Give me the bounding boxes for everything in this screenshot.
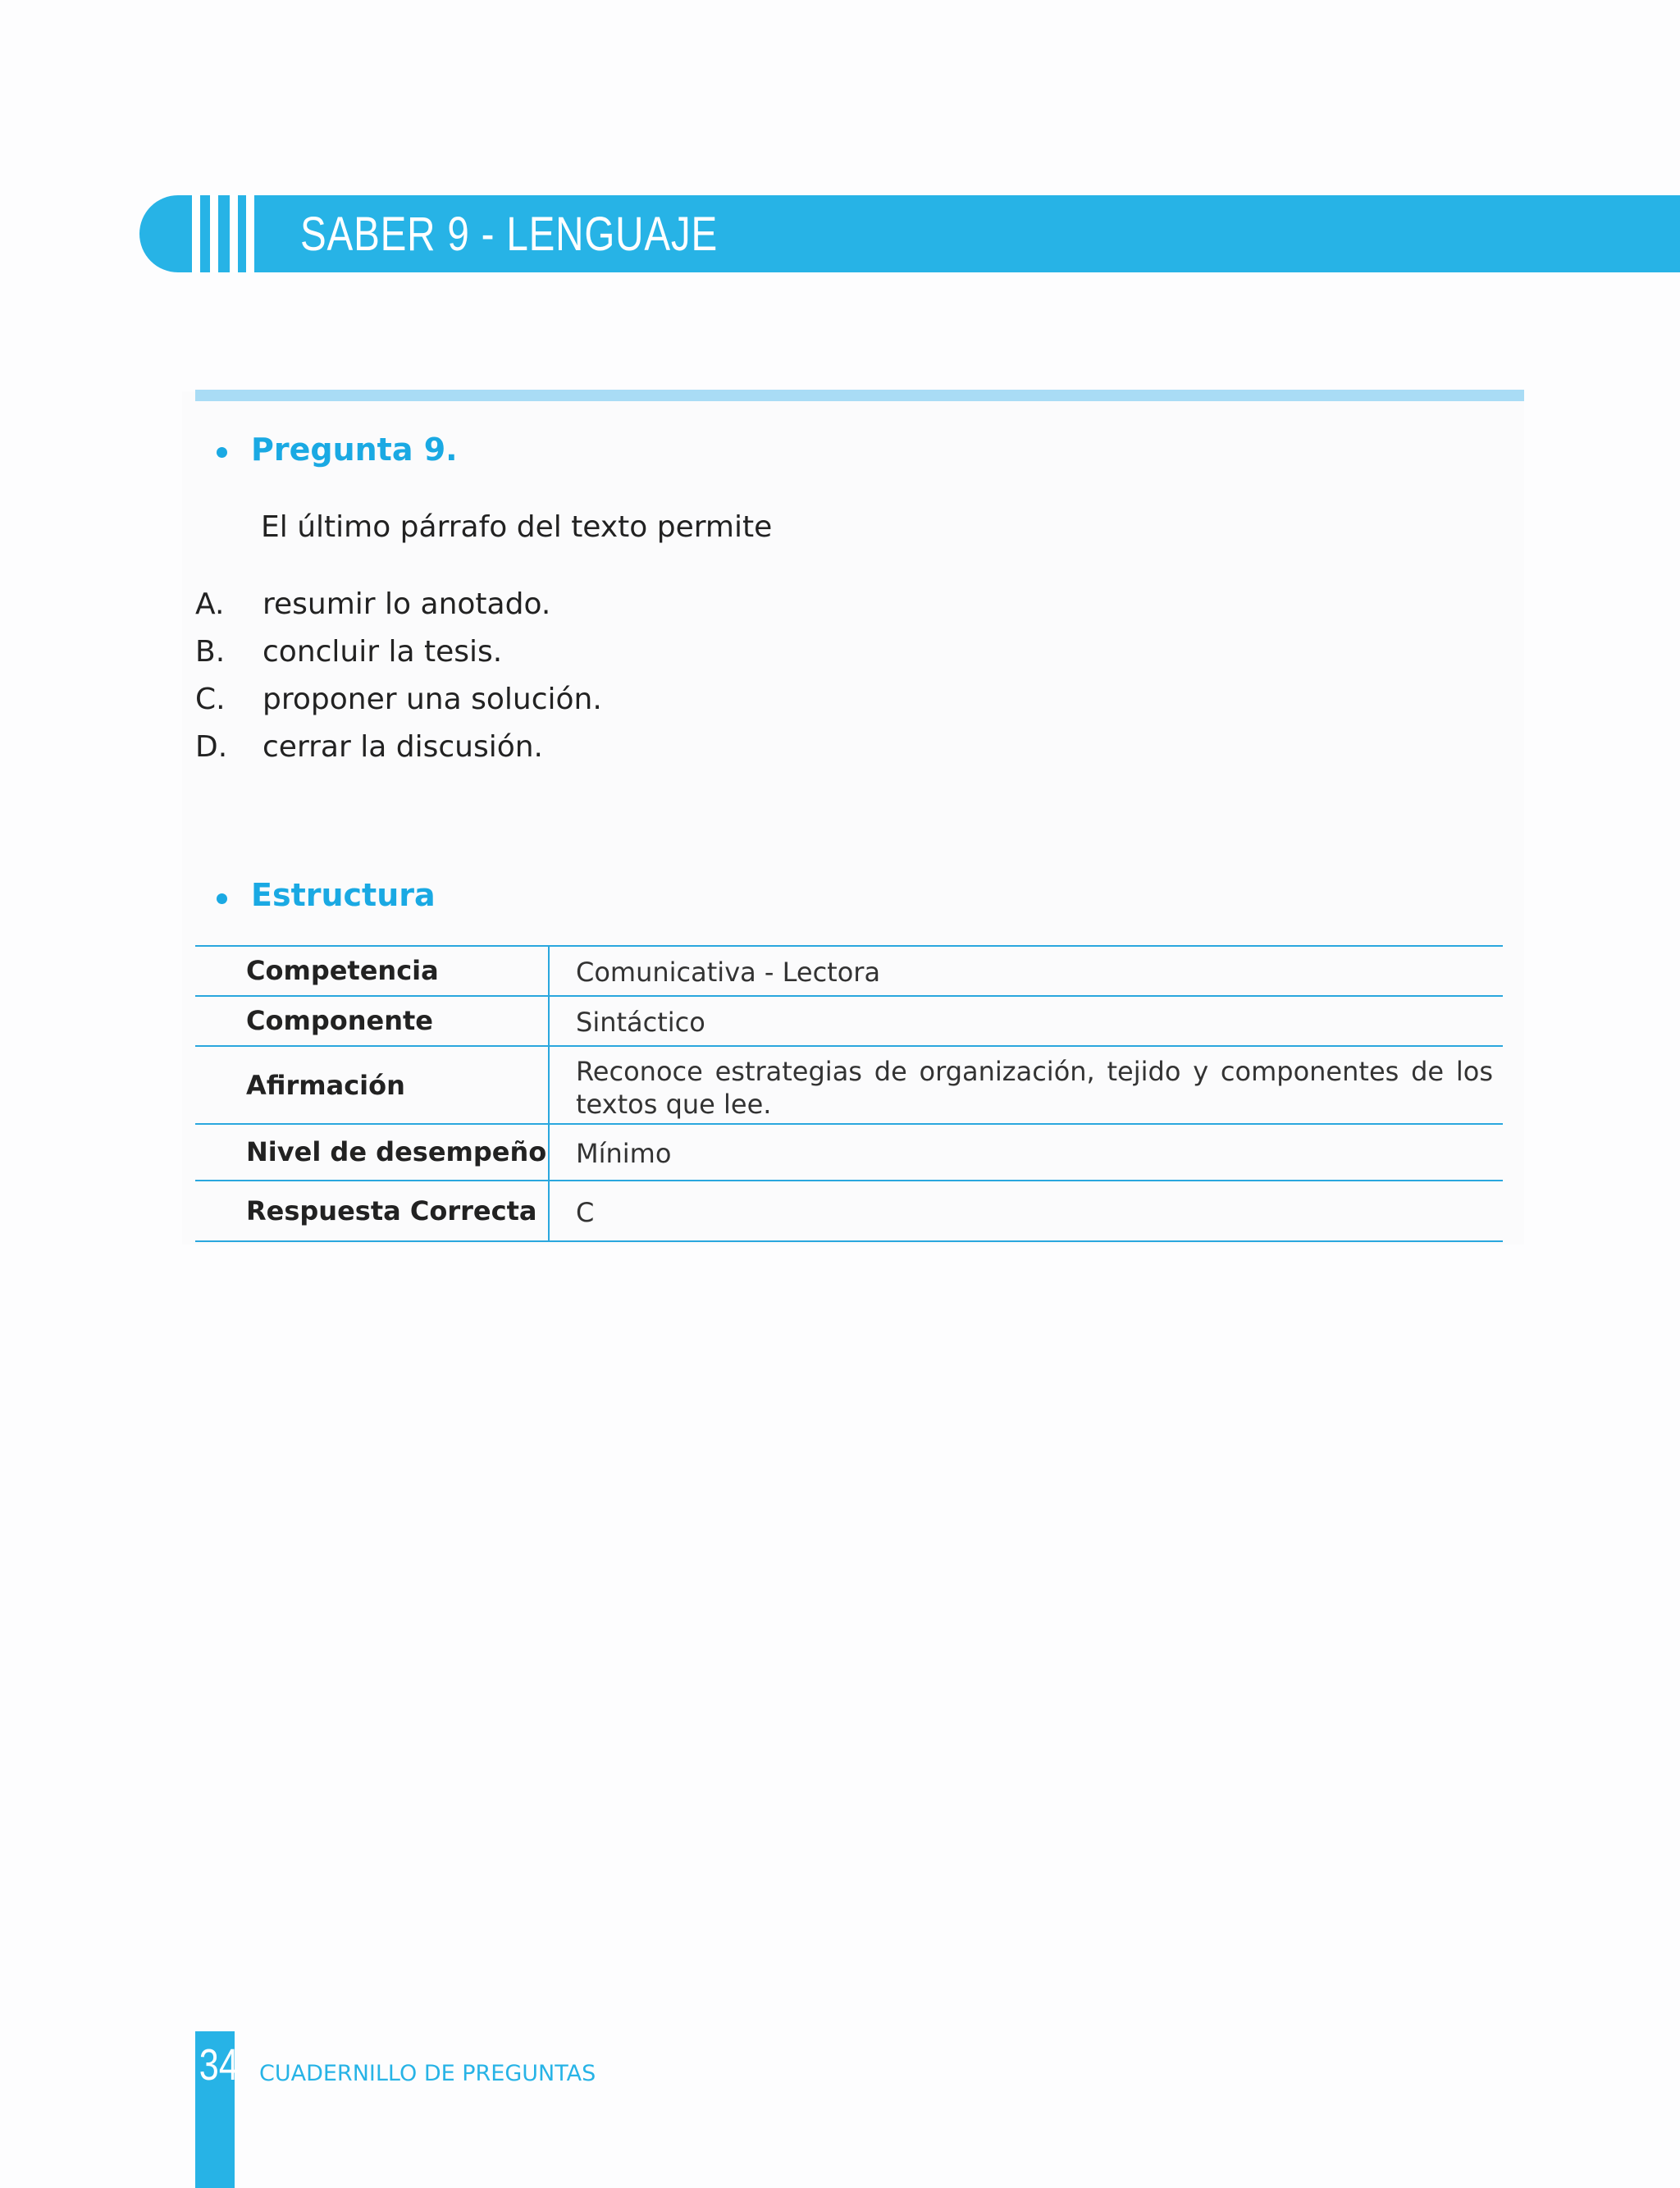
table-rule — [195, 1045, 1503, 1047]
structure-value: Reconoce estrategias de organización, tejido y componentes de los textos que lee. — [576, 1056, 1493, 1120]
table-column-divider — [548, 946, 550, 1241]
structure-value: C — [576, 1197, 595, 1228]
option-text: proponer una solución. — [262, 683, 602, 716]
table-rule — [195, 995, 1503, 997]
option-text: resumir lo anotado. — [262, 587, 551, 621]
structure-value: Comunicativa - Lectora — [576, 957, 881, 988]
bullet-icon — [217, 893, 227, 904]
structure-label: Respuesta Correcta — [246, 1195, 537, 1226]
structure-value: Sintáctico — [576, 1007, 705, 1038]
section-divider — [195, 390, 1524, 401]
footer-text: CUADERNILLO DE PREGUNTAS — [259, 2061, 596, 2086]
option-letter: B. — [195, 635, 226, 669]
header-stripe — [230, 195, 238, 272]
option-text: concluir la tesis. — [262, 635, 503, 669]
question-heading: Pregunta 9. — [251, 432, 458, 468]
question-stem: El último párrafo del texto permite — [261, 510, 773, 544]
header-stripe — [192, 195, 200, 272]
option-letter: C. — [195, 683, 226, 716]
header-stripe — [246, 195, 254, 272]
structure-heading: Estructura — [251, 877, 436, 913]
bullet-icon — [217, 447, 227, 458]
structure-label: Nivel de desempeño — [246, 1136, 547, 1167]
table-rule — [195, 1180, 1503, 1181]
page-title: SABER 9 - LENGUAJE — [300, 208, 719, 261]
structure-label: Afirmación — [246, 1070, 405, 1101]
option-letter: A. — [195, 587, 225, 621]
structure-value: Mínimo — [576, 1138, 672, 1169]
option-text: cerrar la discusión. — [262, 730, 543, 764]
option-letter: D. — [195, 730, 228, 764]
table-rule — [195, 1240, 1503, 1242]
structure-label: Competencia — [246, 955, 439, 986]
structure-label: Componente — [246, 1005, 433, 1036]
page-number: 34 — [199, 2040, 239, 2090]
header-stripe — [210, 195, 218, 272]
table-rule — [195, 1123, 1503, 1125]
table-rule — [195, 945, 1503, 947]
